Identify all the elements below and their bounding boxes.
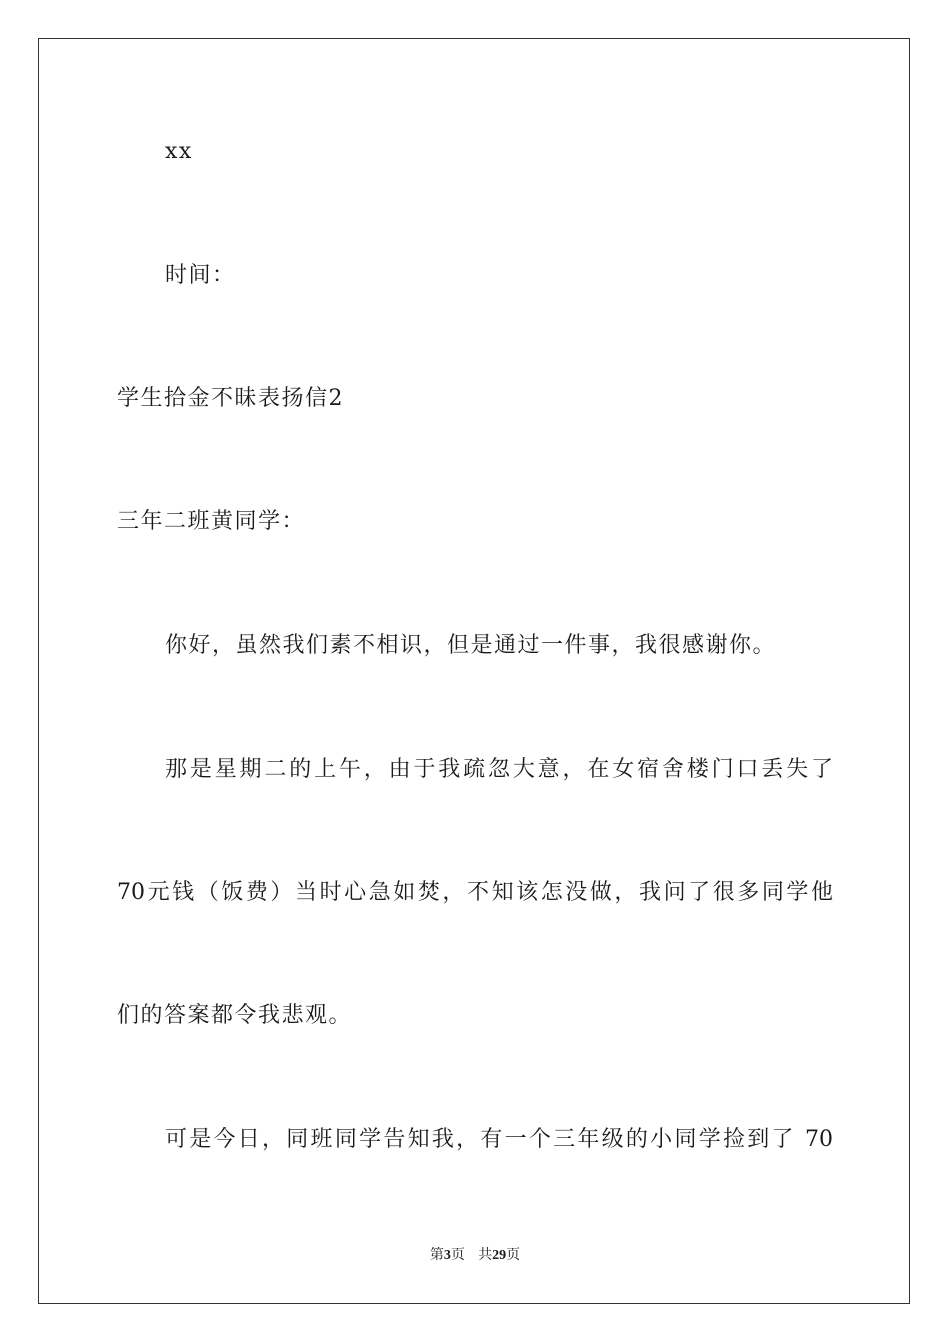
page-frame — [38, 38, 910, 1304]
total-pages: 29 — [492, 1248, 507, 1263]
page-footer — [0, 1246, 950, 1265]
paragraph-line: 你好，虽然我们素不相识，但是通过一件事，我很感谢你。 — [165, 633, 777, 658]
letter-title: 学生拾金不昧表扬信2 — [117, 386, 344, 411]
total-prefix: 共 — [478, 1247, 493, 1263]
paragraph-line: 70元钱（饭费）当时心急如焚，不知该怎没做，我问了很多同学他 — [117, 880, 833, 905]
paragraph-line: 那是星期二的上午，由于我疏忽大意，在女宿舍楼门口丢失了 — [165, 757, 833, 782]
total-suffix: 页 — [506, 1247, 521, 1263]
page-suffix: 页 — [450, 1247, 465, 1263]
date-line: 时间： — [165, 263, 236, 288]
page-prefix: 第 — [429, 1247, 444, 1263]
paragraph-line: 们的答案都令我悲观。 — [117, 1003, 353, 1028]
paragraph-line: 可是今日，同班同学告知我，有一个三年级的小同学捡到了 70 — [165, 1127, 833, 1152]
page-number: 3 — [443, 1248, 451, 1263]
signature-line: xx — [165, 139, 193, 164]
salutation: 三年二班黄同学： — [117, 509, 306, 534]
